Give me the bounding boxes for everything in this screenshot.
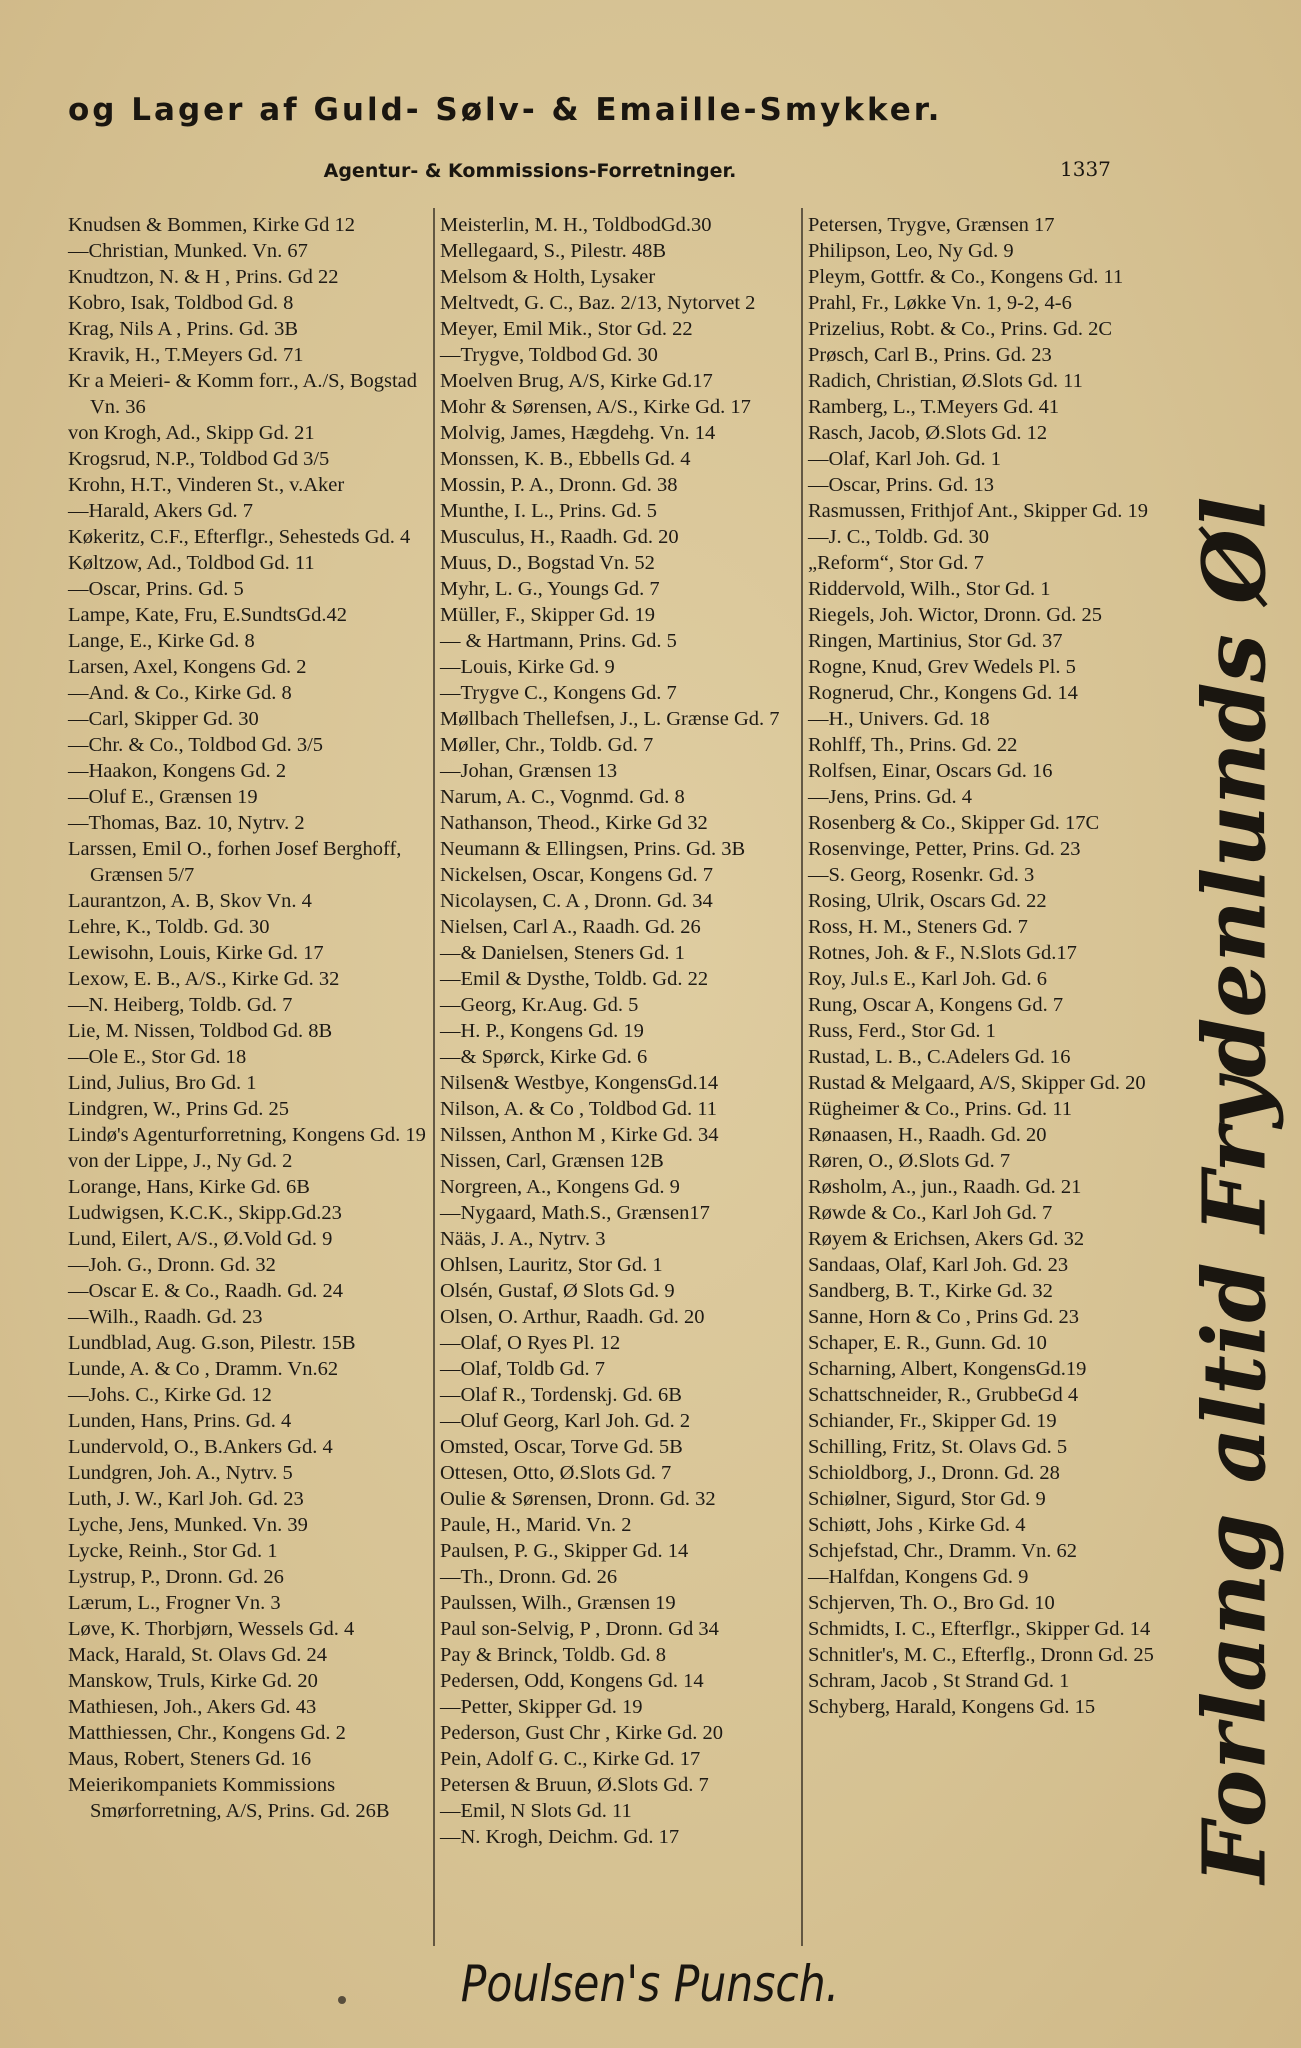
- directory-entry: Ludwigsen, K.C.K., Skipp.Gd.23: [68, 1202, 342, 1224]
- bottom-advertisement: Poulsen's Punsch.: [460, 1955, 840, 2013]
- directory-entry: Lewisohn, Louis, Kirke Gd. 17: [68, 942, 324, 964]
- directory-entry: Lunde, A. & Co , Dramm. Vn.62: [68, 1358, 339, 1380]
- directory-entry: Lindø's Agenturforretning, Kongens Gd. 19: [68, 1124, 426, 1146]
- directory-entry: Müller, F., Skipper Gd. 19: [440, 604, 656, 626]
- directory-entry: Pay & Brinck, Toldb. Gd. 8: [440, 1644, 666, 1666]
- directory-entry: Petersen & Bruun, Ø.Slots Gd. 7: [440, 1774, 709, 1796]
- directory-entry: Pleym, Gottfr. & Co., Kongens Gd. 11: [808, 266, 1124, 288]
- directory-entry: Nickelsen, Oscar, Kongens Gd. 7: [440, 864, 714, 886]
- directory-entry: Røyem & Erichsen, Akers Gd. 32: [808, 1228, 1085, 1250]
- directory-entry: Myhr, L. G., Youngs Gd. 7: [440, 578, 660, 600]
- directory-entry: Nicolaysen, C. A , Dronn. Gd. 34: [440, 890, 713, 912]
- directory-entry: Ottesen, Otto, Ø.Slots Gd. 7: [440, 1462, 672, 1484]
- directory-entry: Radich, Christian, Ø.Slots Gd. 11: [808, 370, 1083, 392]
- directory-entry: Mohr & Sørensen, A/S., Kirke Gd. 17: [440, 396, 751, 418]
- directory-entry: Larssen, Emil O., forhen Josef Berghoff, Grænsen 5/7: [68, 838, 402, 886]
- directory-entry: Schilling, Fritz, St. Olavs Gd. 5: [808, 1436, 1068, 1458]
- directory-entry: Pein, Adolf G. C., Kirke Gd. 17: [440, 1748, 701, 1770]
- directory-entry: Schiøtt, Johs , Kirke Gd. 4: [808, 1514, 1026, 1536]
- directory-entry: Schram, Jacob , St Strand Gd. 1: [808, 1670, 1070, 1692]
- directory-entry: —Olaf R., Tordenskj. Gd. 6B: [440, 1384, 682, 1406]
- directory-entry: Mack, Harald, St. Olavs Gd. 24: [68, 1644, 328, 1666]
- directory-entry: Lunden, Hans, Prins. Gd. 4: [68, 1410, 292, 1432]
- directory-entry: Rasch, Jacob, Ø.Slots Gd. 12: [808, 422, 1048, 444]
- directory-entry: Meltvedt, G. C., Baz. 2/13, Nytorvet 2: [440, 292, 756, 314]
- directory-entry: Schiølner, Sigurd, Stor Gd. 9: [808, 1488, 1046, 1510]
- directory-entry: —Trygve, Toldbod Gd. 30: [440, 344, 658, 366]
- directory-entry: Lyche, Jens, Munked. Vn. 39: [68, 1514, 308, 1536]
- directory-entry: Oulie & Sørensen, Dronn. Gd. 32: [440, 1488, 716, 1510]
- directory-entry: Lange, E., Kirke Gd. 8: [68, 630, 255, 652]
- directory-entry: Lindgren, W., Prins Gd. 25: [68, 1098, 289, 1120]
- directory-entry: —Olaf, Toldb Gd. 7: [440, 1358, 606, 1380]
- print-dot: [338, 1996, 346, 2004]
- directory-entry: Paulsen, P. G., Skipper Gd. 14: [440, 1540, 689, 1562]
- directory-entry: Rung, Oscar A, Kongens Gd. 7: [808, 994, 1064, 1016]
- directory-entry: Lampe, Kate, Fru, E.SundtsGd.42: [68, 604, 347, 626]
- directory-entry: —J. C., Toldb. Gd. 30: [808, 526, 989, 548]
- directory-entry: Sanne, Horn & Co , Prins Gd. 23: [808, 1306, 1080, 1328]
- directory-entry: Petersen, Trygve, Grænsen 17: [808, 214, 1055, 236]
- directory-entry: —Chr. & Co., Toldbod Gd. 3/5: [68, 734, 324, 756]
- directory-entry: Laurantzon, A. B, Skov Vn. 4: [68, 890, 312, 912]
- directory-entry: Nilsen& Westbye, KongensGd.14: [440, 1072, 719, 1094]
- directory-entry: —Thomas, Baz. 10, Nytrv. 2: [68, 812, 305, 834]
- directory-entry: —H. P., Kongens Gd. 19: [440, 1020, 644, 1042]
- directory-entry: —S. Georg, Rosenkr. Gd. 3: [808, 864, 1035, 886]
- directory-entry: Rustad, L. B., C.Adelers Gd. 16: [808, 1046, 1071, 1068]
- directory-entry: Nissen, Carl, Grænsen 12B: [440, 1150, 664, 1172]
- directory-entry: Nielsen, Carl A., Raadh. Gd. 26: [440, 916, 701, 938]
- directory-column-1: [68, 212, 430, 1824]
- directory-entry: Rotnes, Joh. & F., N.Slots Gd.17: [808, 942, 1077, 964]
- directory-entry: Røsholm, A., jun., Raadh. Gd. 21: [808, 1176, 1082, 1198]
- directory-entry: Mathiesen, Joh., Akers Gd. 43: [68, 1696, 317, 1718]
- directory-entry: Lundgren, Joh. A., Nytrv. 5: [68, 1462, 293, 1484]
- directory-entry: —Wilh., Raadh. Gd. 23: [68, 1306, 263, 1328]
- directory-entry: Sandaas, Olaf, Karl Joh. Gd. 23: [808, 1254, 1069, 1276]
- directory-entry: —Ole E., Stor Gd. 18: [68, 1046, 247, 1068]
- directory-entry: Norgreen, A., Kongens Gd. 9: [440, 1176, 680, 1198]
- directory-entry: —Harald, Akers Gd. 7: [68, 500, 254, 522]
- directory-entry: Rogne, Knud, Grev Wedels Pl. 5: [808, 656, 1076, 678]
- directory-entry: Prøsch, Carl B., Prins. Gd. 23: [808, 344, 1052, 366]
- directory-entry: Prizelius, Robt. & Co., Prins. Gd. 2C: [808, 318, 1113, 340]
- directory-entry: Moelven Brug, A/S, Kirke Gd.17: [440, 370, 713, 392]
- side-advertisement-text: Forlang altid Frydenlunds Øl: [1184, 496, 1286, 1884]
- directory-entry: —Nygaard, Math.S., Grænsen17: [440, 1202, 710, 1224]
- directory-entry: Schattschneider, R., GrubbeGd 4: [808, 1384, 1079, 1406]
- directory-entry: Pedersen, Odd, Kongens Gd. 14: [440, 1670, 704, 1692]
- directory-entry: Larsen, Axel, Kongens Gd. 2: [68, 656, 307, 678]
- directory-entry: Rohlff, Th., Prins. Gd. 22: [808, 734, 1018, 756]
- directory-entry: Meyer, Emil Mik., Stor Gd. 22: [440, 318, 693, 340]
- directory-entry: Mellegaard, S., Pilestr. 48B: [440, 240, 667, 262]
- directory-entry: —Oluf Georg, Karl Joh. Gd. 2: [440, 1410, 691, 1432]
- directory-entry: Køkeritz, C.F., Efterflgr., Sehesteds Gd. 4: [68, 526, 411, 548]
- directory-column-2: [440, 212, 800, 1850]
- directory-entry: Rügheimer & Co., Prins. Gd. 11: [808, 1098, 1073, 1120]
- directory-entry: —And. & Co., Kirke Gd. 8: [68, 682, 292, 704]
- directory-entry: Monssen, K. B., Ebbells Gd. 4: [440, 448, 691, 470]
- directory-entry: Rønaasen, H., Raadh. Gd. 20: [808, 1124, 1047, 1146]
- directory-entry: Nilson, A. & Co , Toldbod Gd. 11: [440, 1098, 718, 1120]
- directory-entry: Olsen, O. Arthur, Raadh. Gd. 20: [440, 1306, 705, 1328]
- directory-entry: —Olaf, Karl Joh. Gd. 1: [808, 448, 1002, 470]
- directory-entry: —Emil, N Slots Gd. 11: [440, 1800, 632, 1822]
- directory-entry: Rasmussen, Frithjof Ant., Skipper Gd. 19: [808, 500, 1148, 522]
- directory-entry: Schjefstad, Chr., Dramm. Vn. 62: [808, 1540, 1077, 1562]
- directory-entry: Munthe, I. L., Prins. Gd. 5: [440, 500, 657, 522]
- directory-entry: —N. Krogh, Deichm. Gd. 17: [440, 1826, 680, 1848]
- directory-entry: —Th., Dronn. Gd. 26: [440, 1566, 618, 1588]
- page-banner: og Lager af Guld- Sølv- & Emaille-Smykker.: [68, 92, 943, 128]
- directory-entry: —& Danielsen, Steners Gd. 1: [440, 942, 685, 964]
- directory-entry: —Christian, Munked. Vn. 67: [68, 240, 308, 262]
- directory-entry: Lind, Julius, Bro Gd. 1: [68, 1072, 257, 1094]
- directory-entry: Schiander, Fr., Skipper Gd. 19: [808, 1410, 1057, 1432]
- directory-entry: Lundblad, Aug. G.son, Pilestr. 15B: [68, 1332, 356, 1354]
- directory-entry: —H., Univers. Gd. 18: [808, 708, 990, 730]
- directory-entry: Maus, Robert, Steners Gd. 16: [68, 1748, 312, 1770]
- directory-entry: Schyberg, Harald, Kongens Gd. 15: [808, 1696, 1096, 1718]
- directory-entry: Nilssen, Anthon M , Kirke Gd. 34: [440, 1124, 719, 1146]
- directory-entry: Mossin, P. A., Dronn. Gd. 38: [440, 474, 678, 496]
- directory-entry: —Oluf E., Grænsen 19: [68, 786, 258, 808]
- directory-entry: Olsén, Gustaf, Ø Slots Gd. 9: [440, 1280, 675, 1302]
- directory-entry: Ross, H. M., Steners Gd. 7: [808, 916, 1028, 938]
- directory-entry: Rognerud, Chr., Kongens Gd. 14: [808, 682, 1078, 704]
- directory-entry: Lehre, K., Toldb. Gd. 30: [68, 916, 270, 938]
- directory-entry: Molvig, James, Hægdehg. Vn. 14: [440, 422, 716, 444]
- directory-entry: —Oscar, Prins. Gd. 5: [68, 578, 244, 600]
- directory-entry: —Georg, Kr.Aug. Gd. 5: [440, 994, 639, 1016]
- directory-entry: —Trygve C., Kongens Gd. 7: [440, 682, 677, 704]
- directory-entry: Narum, A. C., Vognmd. Gd. 8: [440, 786, 685, 808]
- directory-entry: Knudsen & Bommen, Kirke Gd 12: [68, 214, 355, 236]
- directory-entry: Schjerven, Th. O., Bro Gd. 10: [808, 1592, 1055, 1614]
- directory-entry: Lund, Eilert, A/S., Ø.Vold Gd. 9: [68, 1228, 333, 1250]
- directory-entry: Luth, J. W., Karl Joh. Gd. 23: [68, 1488, 304, 1510]
- directory-entry: Matthiessen, Chr., Kongens Gd. 2: [68, 1722, 346, 1744]
- directory-entry: Scharning, Albert, KongensGd.19: [808, 1358, 1087, 1380]
- column-divider: [801, 208, 803, 1946]
- directory-entry: —Jens, Prins. Gd. 4: [808, 786, 973, 808]
- directory-entry: Muus, D., Bogstad Vn. 52: [440, 552, 655, 574]
- directory-entry: —Louis, Kirke Gd. 9: [440, 656, 615, 678]
- directory-entry: Schnitler's, M. C., Efterflg., Dronn Gd. 25: [808, 1644, 1154, 1666]
- directory-entry: —Johs. C., Kirke Gd. 12: [68, 1384, 272, 1406]
- directory-entry: Prahl, Fr., Løkke Vn. 1, 9-2, 4-6: [808, 292, 1072, 314]
- directory-entry: Musculus, H., Raadh. Gd. 20: [440, 526, 679, 548]
- directory-entry: Rosenberg & Co., Skipper Gd. 17C: [808, 812, 1100, 834]
- directory-entry: Philipson, Leo, Ny Gd. 9: [808, 240, 1014, 262]
- directory-entry: Rolfsen, Einar, Oscars Gd. 16: [808, 760, 1053, 782]
- directory-entry: Røren, O., Ø.Slots Gd. 7: [808, 1150, 1011, 1172]
- directory-entry: Røwde & Co., Karl Joh Gd. 7: [808, 1202, 1053, 1224]
- directory-entry: von der Lippe, J., Ny Gd. 2: [68, 1150, 293, 1172]
- directory-entry: —Oscar E. & Co., Raadh. Gd. 24: [68, 1280, 343, 1302]
- directory-entry: Rustad & Melgaard, A/S, Skipper Gd. 20: [808, 1072, 1146, 1094]
- directory-entry: von Krogh, Ad., Skipp Gd. 21: [68, 422, 315, 444]
- directory-entry: Lærum, L., Frogner Vn. 3: [68, 1592, 281, 1614]
- directory-entry: Kobro, Isak, Toldbod Gd. 8: [68, 292, 294, 314]
- directory-entry: —Haakon, Kongens Gd. 2: [68, 760, 287, 782]
- directory-entry: Køltzow, Ad., Toldbod Gd. 11: [68, 552, 315, 574]
- directory-entry: Melsom & Holth, Lysaker: [440, 266, 656, 288]
- directory-entry: Løve, K. Thorbjørn, Wessels Gd. 4: [68, 1618, 355, 1640]
- directory-entry: —& Spørck, Kirke Gd. 6: [440, 1046, 648, 1068]
- directory-entry: Omsted, Oscar, Torve Gd. 5B: [440, 1436, 683, 1458]
- directory-entry: Neumann & Ellingsen, Prins. Gd. 3B: [440, 838, 746, 860]
- directory-entry: — & Hartmann, Prins. Gd. 5: [440, 630, 677, 652]
- directory-entry: Krohn, H.T., Vinderen St., v.Aker: [68, 474, 345, 496]
- directory-entry: Nathanson, Theod., Kirke Gd 32: [440, 812, 708, 834]
- directory-entry: Kravik, H., T.Meyers Gd. 71: [68, 344, 304, 366]
- directory-entry: Ramberg, L., T.Meyers Gd. 41: [808, 396, 1060, 418]
- directory-entry: —Oscar, Prins. Gd. 13: [808, 474, 994, 496]
- directory-entry: Riegels, Joh. Wictor, Dronn. Gd. 25: [808, 604, 1103, 626]
- directory-entry: Møller, Chr., Toldb. Gd. 7: [440, 734, 654, 756]
- directory-entry: Ringen, Martinius, Stor Gd. 37: [808, 630, 1063, 652]
- directory-entry: Meisterlin, M. H., ToldbodGd.30: [440, 214, 712, 236]
- directory-entry: Paul son-Selvig, P , Dronn. Gd 34: [440, 1618, 719, 1640]
- directory-entry: Knudtzon, N. & H , Prins. Gd 22: [68, 266, 339, 288]
- directory-entry: Schaper, E. R., Gunn. Gd. 10: [808, 1332, 1047, 1354]
- directory-entry: Paule, H., Marid. Vn. 2: [440, 1514, 632, 1536]
- directory-entry: Krag, Nils A , Prins. Gd. 3B: [68, 318, 299, 340]
- directory-entry: Lexow, E. B., A/S., Kirke Gd. 32: [68, 968, 340, 990]
- side-advertisement: [1175, 470, 1295, 1910]
- directory-entry: —N. Heiberg, Toldb. Gd. 7: [68, 994, 293, 1016]
- directory-entry: Møllbach Thellefsen, J., L. Grænse Gd. 7: [440, 708, 780, 730]
- directory-entry: Sandberg, B. T., Kirke Gd. 32: [808, 1280, 1053, 1302]
- directory-entry: —Joh. G., Dronn. Gd. 32: [68, 1254, 276, 1276]
- directory-entry: Riddervold, Wilh., Stor Gd. 1: [808, 578, 1051, 600]
- directory-entry: Lystrup, P., Dronn. Gd. 26: [68, 1566, 284, 1588]
- directory-entry: Lie, M. Nissen, Toldbod Gd. 8B: [68, 1020, 333, 1042]
- directory-entry: Krogsrud, N.P., Toldbod Gd 3/5: [68, 448, 330, 470]
- directory-entry: Rosing, Ulrik, Oscars Gd. 22: [808, 890, 1047, 912]
- directory-entry: —Johan, Grænsen 13: [440, 760, 618, 782]
- directory-entry: Russ, Ferd., Stor Gd. 1: [808, 1020, 996, 1042]
- directory-entry: Kr a Meieri- & Komm forr., A./S, Bogstad Vn. 36: [68, 370, 418, 418]
- directory-entry: Rosenvinge, Petter, Prins. Gd. 23: [808, 838, 1081, 860]
- directory-entry: Manskow, Truls, Kirke Gd. 20: [68, 1670, 318, 1692]
- section-heading: Agentur- & Kommissions-Forretninger.: [323, 160, 737, 182]
- directory-entry: Nääs, J. A., Nytrv. 3: [440, 1228, 606, 1250]
- directory-entry: —Petter, Skipper Gd. 19: [440, 1696, 643, 1718]
- directory-entry: —Emil & Dysthe, Toldb. Gd. 22: [440, 968, 709, 990]
- directory-column-3: [808, 212, 1170, 1720]
- directory-entry: Meierikompaniets Kommissions Smørforretning, A/S, Prins. Gd. 26B: [68, 1774, 390, 1822]
- directory-entry: Schioldborg, J., Dronn. Gd. 28: [808, 1462, 1060, 1484]
- column-divider: [433, 208, 435, 1946]
- directory-entry: Roy, Jul.s E., Karl Joh. Gd. 6: [808, 968, 1047, 990]
- page-number: 1337: [1060, 157, 1111, 181]
- directory-entry: Lundervold, O., B.Ankers Gd. 4: [68, 1436, 333, 1458]
- directory-entry: —Carl, Skipper Gd. 30: [68, 708, 259, 730]
- directory-entry: —Olaf, O Ryes Pl. 12: [440, 1332, 621, 1354]
- directory-entry: Paulssen, Wilh., Grænsen 19: [440, 1592, 676, 1614]
- directory-entry: Ohlsen, Lauritz, Stor Gd. 1: [440, 1254, 663, 1276]
- directory-entry: Lycke, Reinh., Stor Gd. 1: [68, 1540, 278, 1562]
- directory-entry: Lorange, Hans, Kirke Gd. 6B: [68, 1176, 310, 1198]
- directory-entry: Schmidts, I. C., Efterflgr., Skipper Gd. 14: [808, 1618, 1151, 1640]
- directory-entry: —Halfdan, Kongens Gd. 9: [808, 1566, 1029, 1588]
- directory-entry: Pederson, Gust Chr , Kirke Gd. 20: [440, 1722, 723, 1744]
- directory-entry: „Reform“, Stor Gd. 7: [808, 552, 984, 574]
